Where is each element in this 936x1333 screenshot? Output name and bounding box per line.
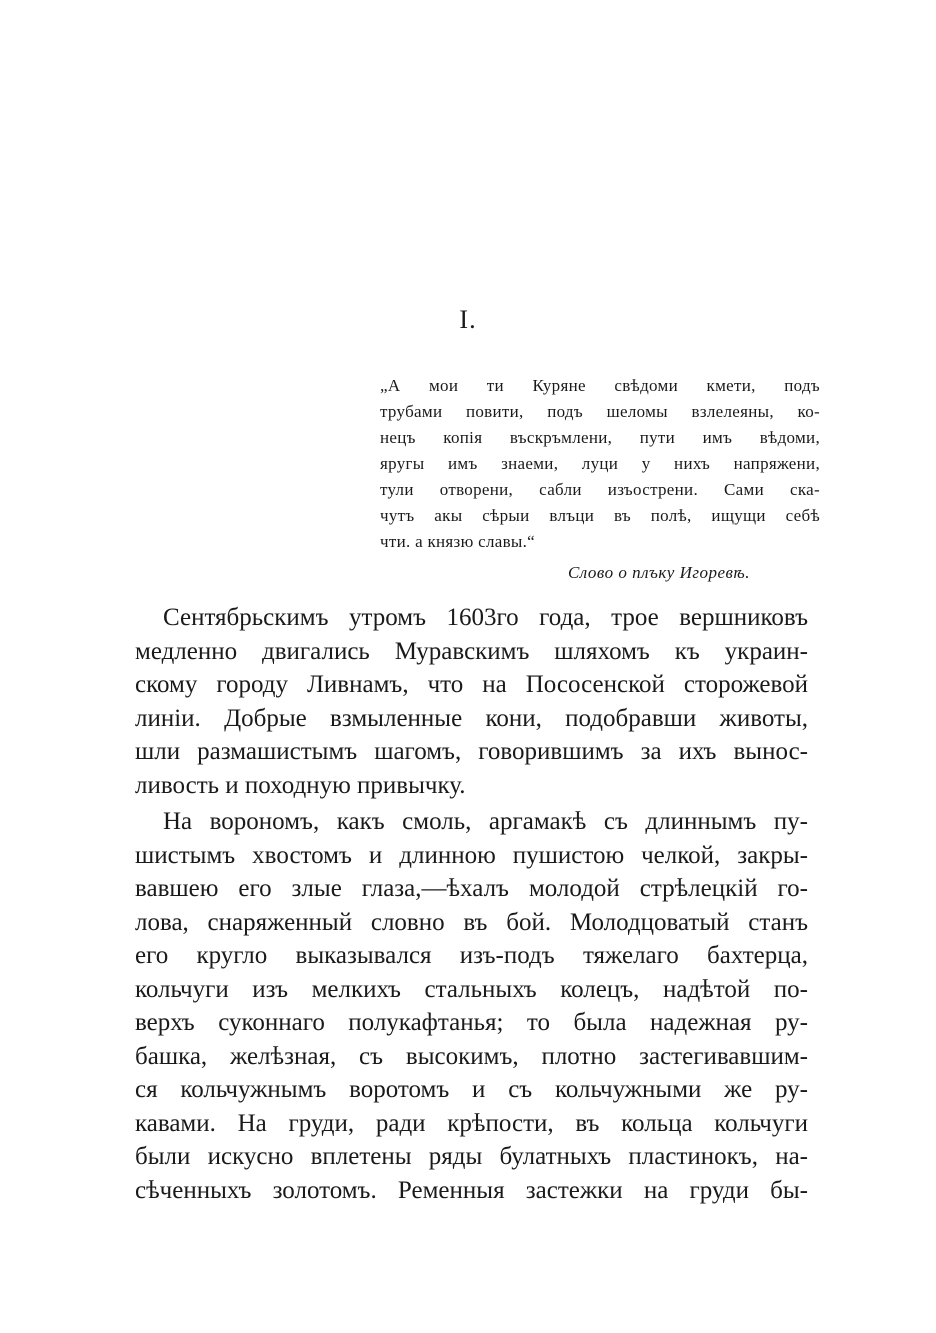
text-line: башка, желѣзная, съ высокимъ, плотно застегивавшим- (135, 1042, 808, 1070)
text-line: На ворономъ, какъ смоль, аргамакѣ съ длиннымъ пу- (163, 808, 808, 835)
epigraph (380, 373, 820, 555)
text-line: кавами. На груди, ради крѣпости, въ кольца кольчуги (135, 1109, 808, 1137)
body-text (135, 601, 808, 1207)
text-line: были искусно вплетены ряды булатныхъ пластинокъ, на- (135, 1143, 808, 1170)
text-line: линіи. Добрые взмыленные кони, подобравши животы, (135, 704, 808, 732)
text-line: медленно двигались Муравскимъ шляхомъ къ украин- (135, 637, 808, 665)
epigraph-line: чутъ акы сѣрыи влъци въ полѣ, ищущи себѣ (380, 506, 820, 525)
text-line: лова, снаряженный словно въ бой. Молодцоватый станъ (135, 908, 808, 936)
text-line: его кругло выказывался изъ-подъ тяжелаго бахтерца, (135, 942, 808, 969)
text-line: вавшею его злые глаза,—ѣхалъ молодой стрѣлецкій го- (135, 875, 808, 902)
text-line: шли размашистымъ шагомъ, говорившимъ за ихъ вынос- (135, 738, 808, 765)
paragraph (135, 805, 808, 1207)
text-line: скому городу Ливнамъ, что на Пососенской сторожевой (135, 671, 808, 698)
epigraph-line: яругы имъ знаеми, луци у нихъ напряжени, (380, 454, 820, 473)
text-line: шистымъ хвостомъ и длинною пушистою челкой, закры- (135, 841, 808, 869)
epigraph-line: нецъ копія въскръмлени, пути имъ вѣдоми, (380, 428, 820, 447)
epigraph-line: чти. а князю славы.“ (380, 532, 536, 551)
paragraph (135, 601, 808, 802)
epigraph-line: „А мои ти Куряне свѣдоми кмети, подъ (380, 376, 820, 395)
epigraph-source: Слово о плъку Игоревѣ. (567, 563, 750, 582)
text-line: ся кольчужнымъ воротомъ и съ кольчужными же ру- (135, 1076, 808, 1103)
text-line: Сентябрьскимъ утромъ 1603го года, трое вершниковъ (163, 604, 808, 631)
text-line: ливость и походную привычку. (135, 771, 466, 799)
chapter-number: I. (459, 305, 477, 334)
text-line: сѣченныхъ золотомъ. Ременныя застежки на груди бы- (135, 1176, 808, 1204)
epigraph-line: трубами повити, подъ шеломы взлелеяны, ко- (380, 402, 820, 421)
text-line: кольчуги изъ мелкихъ стальныхъ колецъ, надѣтой по- (135, 975, 808, 1003)
text-line: верхъ суконнаго полукафтанья; то была надежная ру- (135, 1009, 808, 1036)
epigraph-line: тули отворени, сабли изъострени. Сами ска- (380, 480, 820, 499)
